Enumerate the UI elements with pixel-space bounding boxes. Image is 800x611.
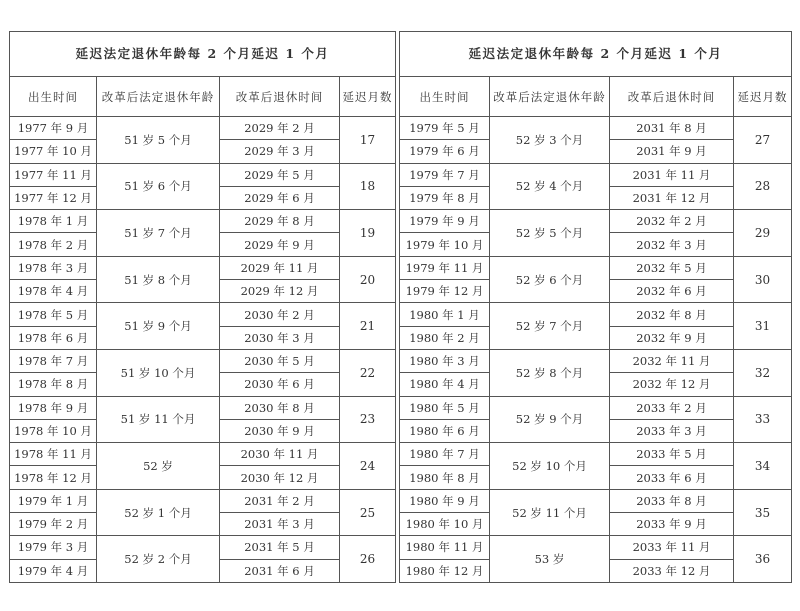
table-row: [400, 443, 792, 466]
table-row: [10, 536, 396, 559]
delay-months-cell: 21: [340, 303, 396, 350]
retirement-time-cell: 2031 年 6 月: [220, 559, 340, 582]
retirement-time-cell: 2029 年 11 月: [220, 256, 340, 279]
birth-time-cell: 1978 年 10 月: [10, 419, 97, 442]
birth-time-cell: 1979 年 6 月: [400, 140, 490, 163]
table-row: [400, 303, 792, 326]
birth-time-cell: 1980 年 9 月: [400, 489, 490, 512]
birth-time-cell: 1978 年 11 月: [10, 443, 97, 466]
birth-time-cell: 1980 年 2 月: [400, 326, 490, 349]
retirement-time-cell: 2033 年 12 月: [610, 559, 734, 582]
left-retirement-table: [9, 31, 396, 583]
birth-time-cell: 1978 年 4 月: [10, 280, 97, 303]
retirement-time-cell: 2033 年 2 月: [610, 396, 734, 419]
birth-time-cell: 1977 年 10 月: [10, 140, 97, 163]
retirement-time-cell: 2030 年 9 月: [220, 419, 340, 442]
retirement-time-cell: 2032 年 8 月: [610, 303, 734, 326]
retirement-time-cell: 2029 年 8 月: [220, 210, 340, 233]
retirement-age-cell: 52 岁 5 个月: [490, 210, 610, 257]
delay-months-cell: 25: [340, 489, 396, 536]
retirement-time-cell: 2032 年 6 月: [610, 280, 734, 303]
table-row: [400, 163, 792, 186]
retirement-time-cell: 2032 年 9 月: [610, 326, 734, 349]
birth-time-header: 出生时间: [400, 77, 490, 117]
retirement-time-cell: 2030 年 2 月: [220, 303, 340, 326]
right-retirement-table: [399, 31, 792, 583]
table-row: [10, 489, 396, 512]
table-title: 延迟法定退休年龄每 2 个月延迟 1 个月: [10, 32, 396, 77]
retirement-time-cell: 2031 年 5 月: [220, 536, 340, 559]
delay-months-cell: 18: [340, 163, 396, 210]
retirement-age-cell: 52 岁 10 个月: [490, 443, 610, 490]
retirement-time-header: 改革后退休时间: [220, 77, 340, 117]
retirement-age-cell: 52 岁 7 个月: [490, 303, 610, 350]
birth-time-cell: 1979 年 1 月: [10, 489, 97, 512]
retirement-time-cell: 2033 年 11 月: [610, 536, 734, 559]
retirement-age-cell: 52 岁 1 个月: [97, 489, 220, 536]
retirement-time-cell: 2030 年 12 月: [220, 466, 340, 489]
delay-months-header: 延迟月数: [340, 77, 396, 117]
retirement-time-cell: 2033 年 3 月: [610, 419, 734, 442]
birth-time-cell: 1979 年 8 月: [400, 186, 490, 209]
delay-months-cell: 34: [734, 443, 792, 490]
birth-time-cell: 1979 年 11 月: [400, 256, 490, 279]
retirement-tables: [9, 31, 791, 581]
birth-time-cell: 1978 年 9 月: [10, 396, 97, 419]
retirement-age-cell: 52 岁 8 个月: [490, 349, 610, 396]
retirement-time-cell: 2029 年 2 月: [220, 117, 340, 140]
table-row: [400, 536, 792, 559]
retirement-time-cell: 2029 年 3 月: [220, 140, 340, 163]
table-row: [10, 210, 396, 233]
table-row: [10, 256, 396, 279]
header-row: [400, 77, 792, 117]
birth-time-cell: 1980 年 11 月: [400, 536, 490, 559]
retirement-age-cell: 51 岁 10 个月: [97, 349, 220, 396]
birth-time-cell: 1980 年 6 月: [400, 419, 490, 442]
retirement-time-cell: 2031 年 2 月: [220, 489, 340, 512]
retirement-time-cell: 2032 年 11 月: [610, 349, 734, 372]
table-row: [10, 163, 396, 186]
birth-time-cell: 1978 年 3 月: [10, 256, 97, 279]
birth-time-cell: 1978 年 12 月: [10, 466, 97, 489]
delay-months-cell: 27: [734, 117, 792, 164]
retirement-age-cell: 51 岁 6 个月: [97, 163, 220, 210]
birth-time-cell: 1979 年 7 月: [400, 163, 490, 186]
birth-time-cell: 1978 年 1 月: [10, 210, 97, 233]
table-row: [400, 117, 792, 140]
birth-time-cell: 1980 年 8 月: [400, 466, 490, 489]
retirement-time-cell: 2030 年 8 月: [220, 396, 340, 419]
retirement-time-cell: 2029 年 12 月: [220, 280, 340, 303]
delay-months-cell: 22: [340, 349, 396, 396]
retirement-age-cell: 52 岁 2 个月: [97, 536, 220, 583]
retirement-time-cell: 2031 年 8 月: [610, 117, 734, 140]
retirement-time-cell: 2032 年 5 月: [610, 256, 734, 279]
birth-time-cell: 1979 年 9 月: [400, 210, 490, 233]
birth-time-cell: 1978 年 7 月: [10, 349, 97, 372]
table-row: [400, 396, 792, 419]
birth-time-cell: 1979 年 12 月: [400, 280, 490, 303]
table-row: [10, 303, 396, 326]
retirement-time-cell: 2031 年 3 月: [220, 513, 340, 536]
birth-time-cell: 1978 年 6 月: [10, 326, 97, 349]
retirement-age-cell: 52 岁 11 个月: [490, 489, 610, 536]
birth-time-cell: 1978 年 8 月: [10, 373, 97, 396]
retirement-age-cell: 51 岁 9 个月: [97, 303, 220, 350]
birth-time-header: 出生时间: [10, 77, 97, 117]
birth-time-cell: 1977 年 11 月: [10, 163, 97, 186]
retirement-time-cell: 2033 年 6 月: [610, 466, 734, 489]
birth-time-cell: 1980 年 5 月: [400, 396, 490, 419]
retirement-age-cell: 52 岁 3 个月: [490, 117, 610, 164]
retirement-time-cell: 2031 年 11 月: [610, 163, 734, 186]
birth-time-cell: 1980 年 7 月: [400, 443, 490, 466]
delay-months-cell: 26: [340, 536, 396, 583]
retirement-time-cell: 2029 年 6 月: [220, 186, 340, 209]
retirement-time-header: 改革后退休时间: [610, 77, 734, 117]
birth-time-cell: 1980 年 3 月: [400, 349, 490, 372]
table-row: [10, 117, 396, 140]
retirement-age-header: 改革后法定退休年龄: [490, 77, 610, 117]
retirement-age-header: 改革后法定退休年龄: [97, 77, 220, 117]
title-row: [400, 32, 792, 77]
table-row: [400, 489, 792, 512]
delay-months-cell: 35: [734, 489, 792, 536]
retirement-time-cell: 2033 年 8 月: [610, 489, 734, 512]
birth-time-cell: 1980 年 12 月: [400, 559, 490, 582]
delay-months-cell: 17: [340, 117, 396, 164]
table-row: [10, 349, 396, 372]
birth-time-cell: 1979 年 2 月: [10, 513, 97, 536]
retirement-time-cell: 2032 年 3 月: [610, 233, 734, 256]
birth-time-cell: 1980 年 1 月: [400, 303, 490, 326]
retirement-age-cell: 52 岁: [97, 443, 220, 490]
retirement-age-cell: 51 岁 7 个月: [97, 210, 220, 257]
delay-months-cell: 19: [340, 210, 396, 257]
delay-months-cell: 33: [734, 396, 792, 443]
retirement-time-cell: 2033 年 5 月: [610, 443, 734, 466]
retirement-time-cell: 2032 年 2 月: [610, 210, 734, 233]
table-row: [10, 396, 396, 419]
title-row: [10, 32, 396, 77]
retirement-age-cell: 52 岁 6 个月: [490, 256, 610, 303]
birth-time-cell: 1979 年 4 月: [10, 559, 97, 582]
retirement-age-cell: 52 岁 9 个月: [490, 396, 610, 443]
birth-time-cell: 1980 年 10 月: [400, 513, 490, 536]
birth-time-cell: 1978 年 2 月: [10, 233, 97, 256]
retirement-age-cell: 51 岁 5 个月: [97, 117, 220, 164]
retirement-time-cell: 2030 年 6 月: [220, 373, 340, 396]
delay-months-cell: 28: [734, 163, 792, 210]
retirement-time-cell: 2029 年 9 月: [220, 233, 340, 256]
retirement-time-cell: 2030 年 5 月: [220, 349, 340, 372]
retirement-time-cell: 2029 年 5 月: [220, 163, 340, 186]
retirement-time-cell: 2032 年 12 月: [610, 373, 734, 396]
table-row: [10, 443, 396, 466]
delay-months-cell: 24: [340, 443, 396, 490]
delay-months-cell: 30: [734, 256, 792, 303]
delay-months-header: 延迟月数: [734, 77, 792, 117]
birth-time-cell: 1979 年 10 月: [400, 233, 490, 256]
delay-months-cell: 20: [340, 256, 396, 303]
delay-months-cell: 29: [734, 210, 792, 257]
table-row: [400, 349, 792, 372]
delay-months-cell: 36: [734, 536, 792, 583]
header-row: [10, 77, 396, 117]
retirement-time-cell: 2033 年 9 月: [610, 513, 734, 536]
left-table-panel: [9, 31, 395, 581]
delay-months-cell: 32: [734, 349, 792, 396]
delay-months-cell: 31: [734, 303, 792, 350]
retirement-time-cell: 2031 年 9 月: [610, 140, 734, 163]
table-row: [400, 210, 792, 233]
birth-time-cell: 1978 年 5 月: [10, 303, 97, 326]
retirement-time-cell: 2030 年 11 月: [220, 443, 340, 466]
table-title: 延迟法定退休年龄每 2 个月延迟 1 个月: [400, 32, 792, 77]
retirement-time-cell: 2031 年 12 月: [610, 186, 734, 209]
retirement-time-cell: 2030 年 3 月: [220, 326, 340, 349]
retirement-age-cell: 53 岁: [490, 536, 610, 583]
birth-time-cell: 1979 年 3 月: [10, 536, 97, 559]
birth-time-cell: 1977 年 12 月: [10, 186, 97, 209]
table-row: [400, 256, 792, 279]
birth-time-cell: 1979 年 5 月: [400, 117, 490, 140]
birth-time-cell: 1977 年 9 月: [10, 117, 97, 140]
retirement-age-cell: 52 岁 4 个月: [490, 163, 610, 210]
retirement-age-cell: 51 岁 11 个月: [97, 396, 220, 443]
right-table-panel: [399, 31, 791, 581]
birth-time-cell: 1980 年 4 月: [400, 373, 490, 396]
retirement-age-cell: 51 岁 8 个月: [97, 256, 220, 303]
delay-months-cell: 23: [340, 396, 396, 443]
